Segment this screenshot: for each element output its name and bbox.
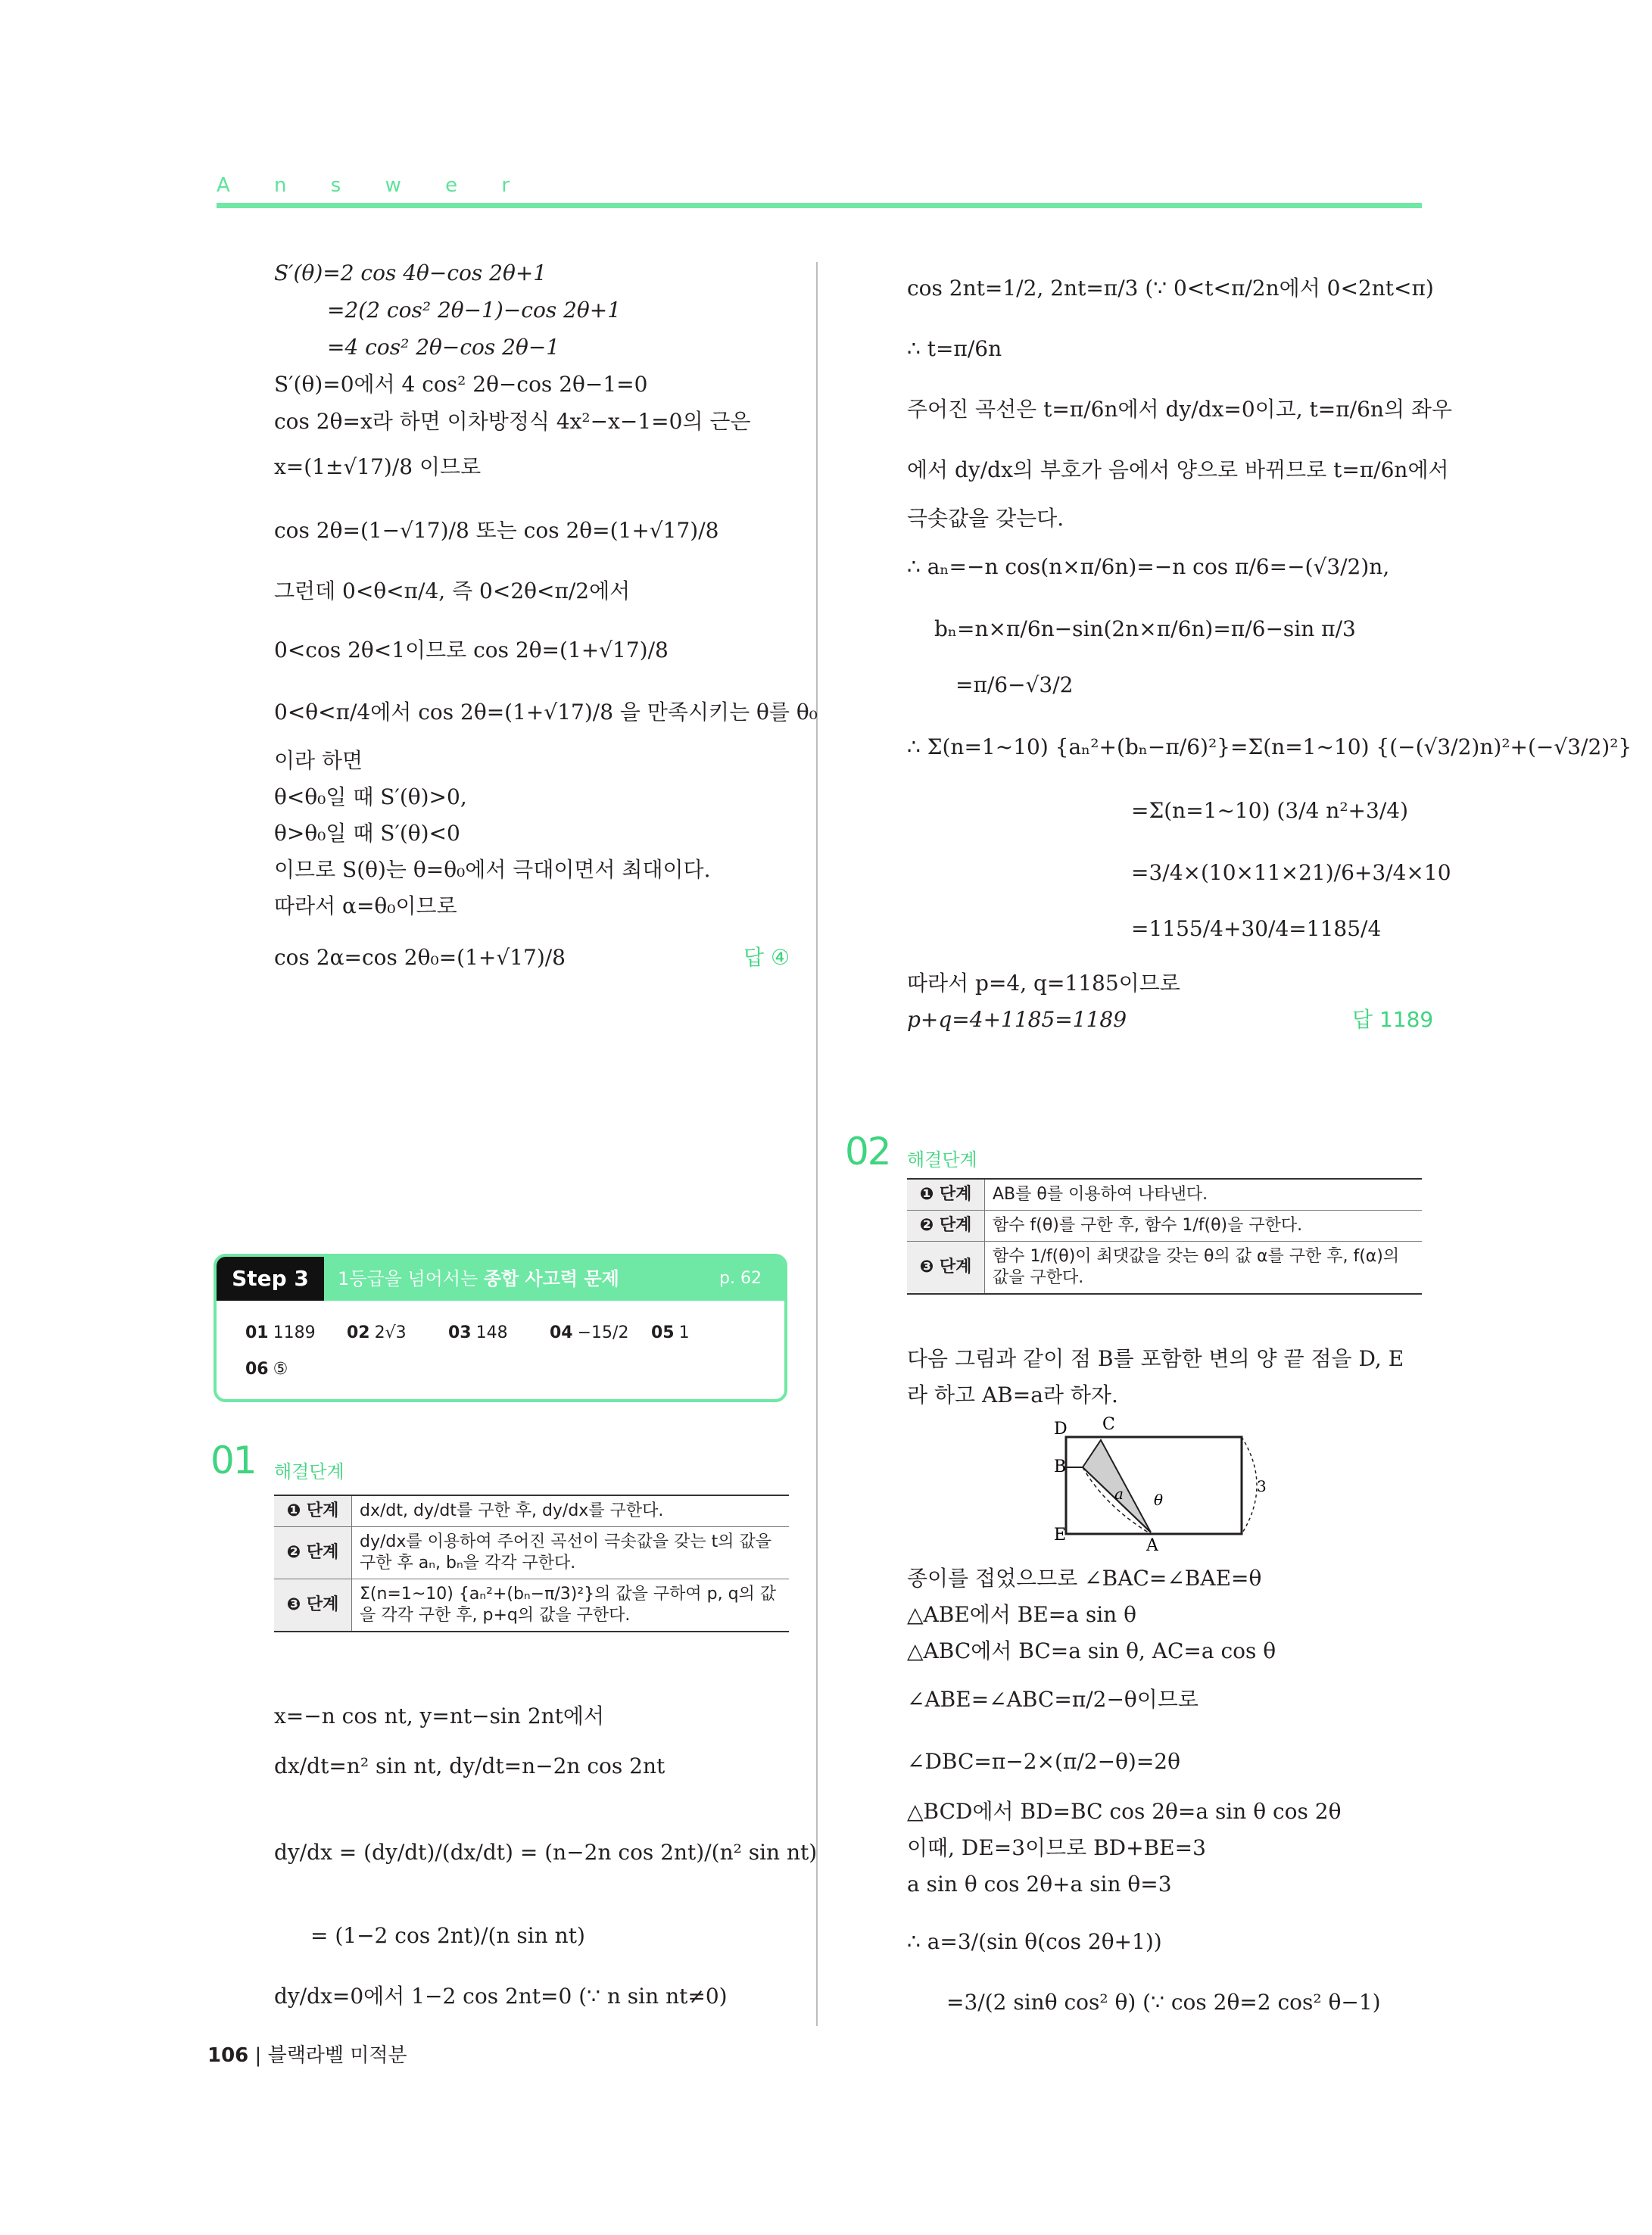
step3-box (214, 1254, 787, 1402)
math-line: =π/6−√3/2 (955, 672, 1074, 697)
answer-item: 05 1 (651, 1323, 690, 1342)
math-line: △ABE에서 BE=a sin θ (907, 1602, 1136, 1627)
math-line: S′(θ)=0에서 4 cos² 2θ−cos 2θ−1=0 (274, 372, 648, 397)
table-row (907, 1242, 1422, 1295)
answer-tag: 답 1189 (1352, 1007, 1434, 1032)
math-line: =1155/4+30/4=1185/4 (1131, 916, 1382, 941)
math-line: ∴ a=3/(sin θ(cos 2θ+1)) (907, 1929, 1162, 1954)
section-number: 01 (210, 1439, 256, 1482)
step3-title-prefix: 1등급을 넘어서는 (338, 1268, 478, 1289)
math-line: 종이를 접었으므로 ∠BAC=∠BAE=θ (907, 1566, 1262, 1591)
math-line: a sin θ cos 2θ+a sin θ=3 (907, 1872, 1172, 1897)
step-text: dx/dt, dy/dt를 구한 후, dy/dx를 구한다. (352, 1495, 790, 1527)
math-line: dy/dx=0에서 1−2 cos 2nt=0 (∵ n sin nt≠0) (274, 1984, 728, 2009)
math-line: ∠ABE=∠ABC=π/2−θ이므로 (907, 1687, 1198, 1712)
math-line: cos 2θ=(1−√17)/8 또는 cos 2θ=(1+√17)/8 (274, 518, 719, 543)
math-line: cos 2θ=x라 하면 이차방정식 4x²−x−1=0의 근은 (274, 409, 751, 434)
answer-header: A n s w e r (217, 174, 529, 197)
footer-divider: | (254, 2044, 268, 2067)
label-e: E (1054, 1526, 1067, 1545)
table-row (274, 1579, 789, 1632)
math-line: 0<cos 2θ<1이므로 cos 2θ=(1+√17)/8 (274, 637, 669, 662)
math-line: △BCD에서 BD=BC cos 2θ=a sin θ cos 2θ (907, 1799, 1342, 1824)
column-divider (816, 262, 818, 2026)
math-line: cos 2α=cos 2θ₀=(1+√17)/8 (274, 945, 566, 970)
answer-item: 02 2√3 (347, 1323, 407, 1342)
answer-item: 04 −15/2 (550, 1323, 629, 1342)
book-title: 블랙라벨 미적분 (267, 2044, 407, 2067)
step-text: dy/dx를 이용하여 주어진 곡선이 극솟값을 갖는 t의 값을 구한 후 aₙ, bₙ을 각각 구한다. (352, 1527, 790, 1579)
step3-page: p. 62 (719, 1269, 762, 1288)
table-row (907, 1179, 1422, 1211)
intro-line: 라 하고 AB=a라 하자. (907, 1382, 1118, 1407)
folded-paper-figure (1052, 1416, 1272, 1552)
intro-line: 다음 그림과 같이 점 B를 포함한 변의 양 끝 점을 D, E (907, 1346, 1404, 1371)
step-table-01 (274, 1495, 789, 1632)
label-theta: θ (1154, 1491, 1164, 1509)
math-line: dx/dt=n² sin nt, dy/dt=n−2n cos 2nt (274, 1753, 665, 1778)
step3-badge: Step 3 (217, 1257, 324, 1301)
math-line: cos 2nt=1/2, 2nt=π/3 (∵ 0<t<π/2n에서 0<2nt<π) (907, 276, 1434, 301)
page-footer (207, 2040, 407, 2068)
step3-title-bold: 종합 사고력 문제 (483, 1268, 619, 1289)
section-label: 해결단계 (274, 1461, 344, 1482)
step-label: ❸ 단계 (907, 1242, 985, 1295)
table-row (274, 1527, 789, 1579)
label-c: C (1102, 1416, 1115, 1434)
math-line: θ<θ₀일 때 S′(θ)>0, (274, 784, 467, 809)
math-line: 이라 하면 (274, 748, 363, 773)
math-line: =3/4×(10×11×21)/6+3/4×10 (1131, 860, 1451, 885)
page-number: 106 (207, 2044, 249, 2067)
math-line: bₙ=n×π/6n−sin(2n×π/6n)=π/6−sin π/3 (934, 616, 1356, 641)
math-line: p+q=4+1185=1189 (907, 1007, 1127, 1032)
math-line: x=−n cos nt, y=nt−sin 2nt에서 (274, 1704, 605, 1728)
math-line: 극솟값을 갖는다. (907, 506, 1064, 531)
math-line: θ>θ₀일 때 S′(θ)<0 (274, 821, 460, 846)
answer-item: 01 1189 (245, 1323, 316, 1342)
math-line: 따라서 α=θ₀이므로 (274, 893, 457, 918)
math-line: ∴ t=π/6n (907, 336, 1002, 361)
label-d: D (1054, 1420, 1068, 1439)
math-line: S′(θ)=2 cos 4θ−cos 2θ+1 (274, 260, 547, 285)
table-row (907, 1211, 1422, 1242)
step-label: ❸ 단계 (274, 1579, 352, 1632)
answer-item: 03 148 (448, 1323, 508, 1342)
step-text: Σ(n=1~10) {aₙ²+(bₙ−π/3)²}의 값을 구하여 p, q의 값을 각각 구한 후, p+q의 값을 구한다. (352, 1579, 790, 1632)
math-line: 주어진 곡선은 t=π/6n에서 dy/dx=0이고, t=π/6n의 좌우 (907, 397, 1452, 422)
math-line: ∴ aₙ=−n cos(n×π/6n)=−n cos π/6=−(√3/2)n, (907, 554, 1390, 579)
math-line: x=(1±√17)/8 이므로 (274, 454, 482, 479)
math-line: △ABC에서 BC=a sin θ, AC=a cos θ (907, 1638, 1276, 1663)
label-side-a: a (1114, 1485, 1124, 1503)
step-text: AB를 θ를 이용하여 나타낸다. (985, 1179, 1423, 1211)
math-line: 이때, DE=3이므로 BD+BE=3 (907, 1835, 1206, 1860)
math-line: 이므로 S(θ)는 θ=θ₀에서 극대이면서 최대이다. (274, 857, 711, 882)
math-line: =Σ(n=1~10) (3/4 n²+3/4) (1131, 798, 1408, 823)
step-text: 함수 1/f(θ)이 최댓값을 갖는 θ의 값 α를 구한 후, f(α)의 값을 구한다. (985, 1242, 1423, 1295)
step-label: ❷ 단계 (274, 1527, 352, 1579)
step-label: ❶ 단계 (274, 1495, 352, 1527)
math-line: 그런데 0<θ<π/4, 즉 0<2θ<π/2에서 (274, 578, 631, 603)
math-line: ∠DBC=π−2×(π/2−θ)=2θ (907, 1749, 1180, 1774)
math-line: =4 cos² 2θ−cos 2θ−1 (327, 335, 560, 360)
answer-item: 06 ⑤ (245, 1360, 288, 1379)
step-text: 함수 f(θ)를 구한 후, 함수 1/f(θ)을 구한다. (985, 1211, 1423, 1242)
math-line: =3/(2 sinθ cos² θ) (∵ cos 2θ=2 cos² θ−1) (946, 1990, 1381, 2015)
math-line: dy/dx = (dy/dt)/(dx/dt) = (n−2n cos 2nt)/(n² sin nt) (274, 1840, 818, 1865)
math-line: 따라서 p=4, q=1185이므로 (907, 971, 1180, 996)
math-line: = (1−2 cos 2nt)/(n sin nt) (310, 1923, 585, 1948)
table-row (274, 1495, 789, 1527)
header-rule (217, 203, 1422, 208)
step-label: ❶ 단계 (907, 1179, 985, 1211)
math-line: 0<θ<π/4에서 cos 2θ=(1+√17)/8 을 만족시키는 θ를 θ₀ (274, 700, 818, 725)
label-a: A (1146, 1536, 1158, 1552)
answer-tag: 답 ④ (743, 945, 790, 970)
step-table-02 (907, 1178, 1422, 1295)
section-number: 02 (845, 1130, 890, 1174)
section-label: 해결단계 (907, 1149, 977, 1170)
step-label: ❷ 단계 (907, 1211, 985, 1242)
math-line: 에서 dy/dx의 부호가 음에서 양으로 바뀌므로 t=π/6n에서 (907, 457, 1449, 482)
math-line: =2(2 cos² 2θ−1)−cos 2θ+1 (327, 298, 622, 323)
label-three: 3 (1257, 1477, 1267, 1495)
label-b: B (1054, 1457, 1067, 1476)
math-line: ∴ Σ(n=1~10) {aₙ²+(bₙ−π/6)²}=Σ(n=1~10) {(−(√3/2)n)²+(−√3/2)²} (907, 734, 1632, 759)
step3-title (338, 1257, 619, 1301)
